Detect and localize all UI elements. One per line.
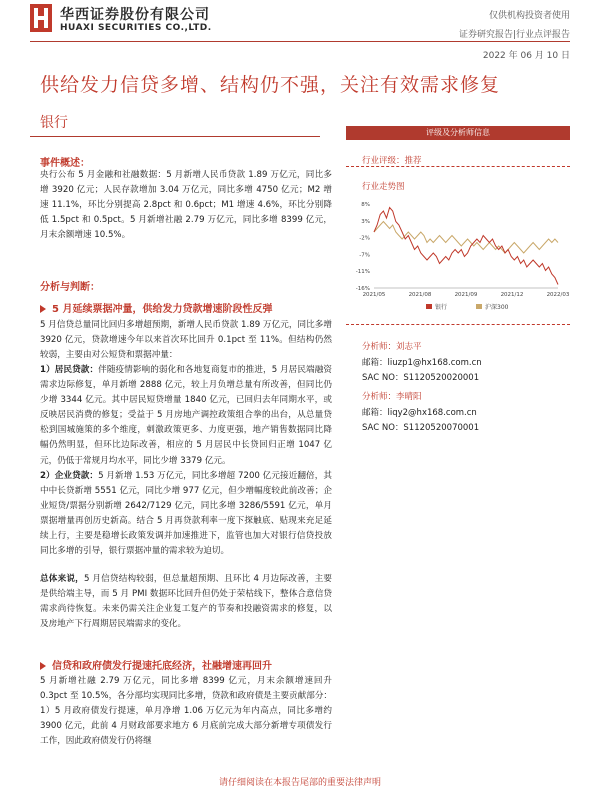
bullet-1-text: 5 月延续票据冲量，供给发力贷款增速阶段性反弹 bbox=[52, 304, 273, 315]
analyst-1-sac: SAC NO：S1120520020001 bbox=[362, 373, 480, 383]
company-name-en: HUAXI SECURITIES CO.,LTD. bbox=[60, 23, 212, 33]
y-tick-label: -16% bbox=[355, 286, 370, 292]
sidebar-divider bbox=[346, 324, 570, 325]
rating-row bbox=[362, 148, 422, 167]
analyst-1 bbox=[362, 334, 482, 383]
analyst-1-email[interactable]: 邮箱：liuzp1@hx168.com.cn bbox=[362, 358, 482, 368]
rating-label: 行业评级： bbox=[362, 156, 405, 166]
industry-trend-chart bbox=[346, 196, 570, 316]
header-report-type: 证券研究报告|行业点评报告 bbox=[458, 30, 570, 40]
x-tick-label: 2022/03 bbox=[546, 292, 570, 298]
x-tick-label: 2021/12 bbox=[500, 292, 524, 298]
sector-label: 银行 bbox=[40, 115, 68, 131]
bullet-2 bbox=[40, 657, 272, 672]
bullet-triangle-icon bbox=[40, 305, 46, 313]
para-3-text: 5 月新增 1.53 万亿元，同比多增超 7200 亿元接近翻倍，其中中长贷新增 5551 亿元，同比少增 977 亿元，但少增幅度较此前改善；企业短贷/票据分别新增 2642/7129 亿元，同比多增 3286/5591 亿元，单月票据增量再创历史新高。结合 5 月再贷款利率一度下探触底、贴现来充足延续上行，主要是稳增长政策发调并加速推进下，监管也加大对银行信贷投放同比多增的引导，银行票据冲量的需求较为迫切。 bbox=[40, 471, 332, 557]
report-title: 供给发力信贷多增、结构仍不强，关注有效需求修复 bbox=[40, 74, 501, 96]
analysis-para-2 bbox=[40, 363, 332, 469]
para-4-label: 总体来说， bbox=[40, 574, 84, 584]
y-tick-label: -7% bbox=[359, 252, 370, 259]
para-2-label: 1）居民贷款： bbox=[40, 365, 99, 375]
sidebar-divider bbox=[346, 166, 570, 167]
analysis-para-4 bbox=[40, 572, 332, 632]
event-heading: 事件概述： bbox=[40, 158, 90, 169]
analyst-1-label: 分析师： bbox=[362, 342, 397, 352]
legend-swatch bbox=[476, 304, 482, 309]
para-4-text: 5 月信贷结构较弱，但总量超预期、且环比 4 月边际改善，主要是供给端主导，而 5 月 PMI 数据环比回升但仍处于荣枯线下，整体合意信贷需求尚待恢复。未来仍需关注企业复工复产的节奏和投融资需求的修复，以及房地产下行周期居民端需求的变化。 bbox=[40, 574, 332, 630]
x-tick-label: 2021/09 bbox=[454, 292, 478, 298]
series-line-沪深300 bbox=[374, 222, 558, 254]
legend-label: 银行 bbox=[435, 304, 448, 311]
bullet-triangle-icon bbox=[40, 662, 46, 670]
y-tick-label: 8% bbox=[361, 202, 370, 208]
event-text: 央行公布 5 月金融和社融数据：5 月新增人民币贷款 1.89 万亿元，同比多增 3920 亿元；人民存款增加 3.04 万亿元，同比多增 4750 亿元；M2 增速 11.1%，环比分别提高 2.8pct 和 0.6pct；M1 增速 4.6%，环比分别降低 1.5pct 和 0.5pct。5 月新增社融 2.79 万亿元，同比多增 8399 亿元，月末余额增速 10.5%。 bbox=[40, 170, 332, 241]
trend-chart-title: 行业走势图 bbox=[362, 182, 405, 192]
report-date: 2022 年 06 月 10 日 bbox=[482, 51, 570, 61]
analyst-2-name: 李晴阳 bbox=[396, 392, 422, 402]
header-rule bbox=[30, 41, 570, 42]
legend-swatch bbox=[426, 304, 432, 309]
y-tick-label: -2% bbox=[359, 235, 370, 242]
analysis-para-1: 5 月信贷总量同比回归多增超预期，新增人民币贷款 1.89 万亿元，同比多增 3920 亿元，贷款增速今年以来首次环比回升 0.1pct 至 11%。但结构仍然较弱，主要由对公短贷和票据冲量： bbox=[40, 320, 332, 361]
rating-value: 推荐 bbox=[404, 156, 422, 166]
x-tick-label: 2021/05 bbox=[362, 292, 386, 298]
analysis-para-3 bbox=[40, 469, 332, 560]
bullet-2-text: 信贷和政府债发行提速托底经济，社融增速再回升 bbox=[52, 661, 272, 672]
analyst-1-name: 刘志平 bbox=[396, 342, 422, 352]
company-name-cn: 华西证券股份有限公司 bbox=[60, 7, 210, 23]
analyst-2-sac: SAC NO：S1120520070001 bbox=[362, 423, 480, 433]
legend-label: 沪深300 bbox=[485, 304, 509, 311]
header-audience: 仅供机构投资者使用 bbox=[488, 11, 570, 21]
analysis-para-5: 5 月新增社融 2.79 万亿元，同比多增 8399 亿元，月末余额增速回升 0.3pct 至 10.5%，各分部均实现同比多增，贷款和政府债是主要贡献部分：1）5 月政府债发行提速，单月净增 1.06 万亿元为年内高点，同比多增约 3900 亿元，此前 4 月财政部要求地方 6 月底前完成大部分新增专项债发行工作，因此政府债发行仍将继 bbox=[40, 676, 332, 747]
analyst-2-label: 分析师： bbox=[362, 392, 397, 402]
analysis-heading: 分析与判断： bbox=[40, 282, 100, 293]
para-2-text: 伴随疫情影响的弱化和各地复商复市的推进，5 月居民端融资需求边际修复，单月新增 2888 亿元，较上月负增总量有所改善，但同比仍少增 3344 亿元。其中居民短贷增量 1840 亿元，已回归去年同期水平，或反映居民消费的修复；受益于 5 月房地产调控政策组合拳的出台，从总量贷松到国城施策的多个维度，刺激政策更多、力度更强，地产销售数据同比降幅仍然明显，但环比边际改善，相应的 5 月居民中长贷回归正增 1047 亿元，仍低于常规月均水平，同比少增 3379 亿元。 bbox=[40, 365, 332, 466]
title-rule bbox=[30, 136, 320, 137]
sidebar-box-title: 评级及分析师信息 bbox=[346, 126, 570, 140]
analyst-2 bbox=[362, 384, 479, 433]
y-tick-label: 3% bbox=[361, 218, 370, 225]
bullet-1 bbox=[40, 300, 272, 315]
x-tick-label: 2021/08 bbox=[408, 292, 432, 298]
para-3-label: 2）企业贷款： bbox=[40, 471, 99, 481]
company-logo bbox=[30, 4, 52, 32]
y-tick-label: -11% bbox=[355, 269, 370, 276]
footer-disclaimer: 请仔细阅读在本报告尾部的重要法律声明 bbox=[218, 778, 381, 788]
analyst-2-email[interactable]: 邮箱：liqy2@hx168.com.cn bbox=[362, 408, 477, 418]
